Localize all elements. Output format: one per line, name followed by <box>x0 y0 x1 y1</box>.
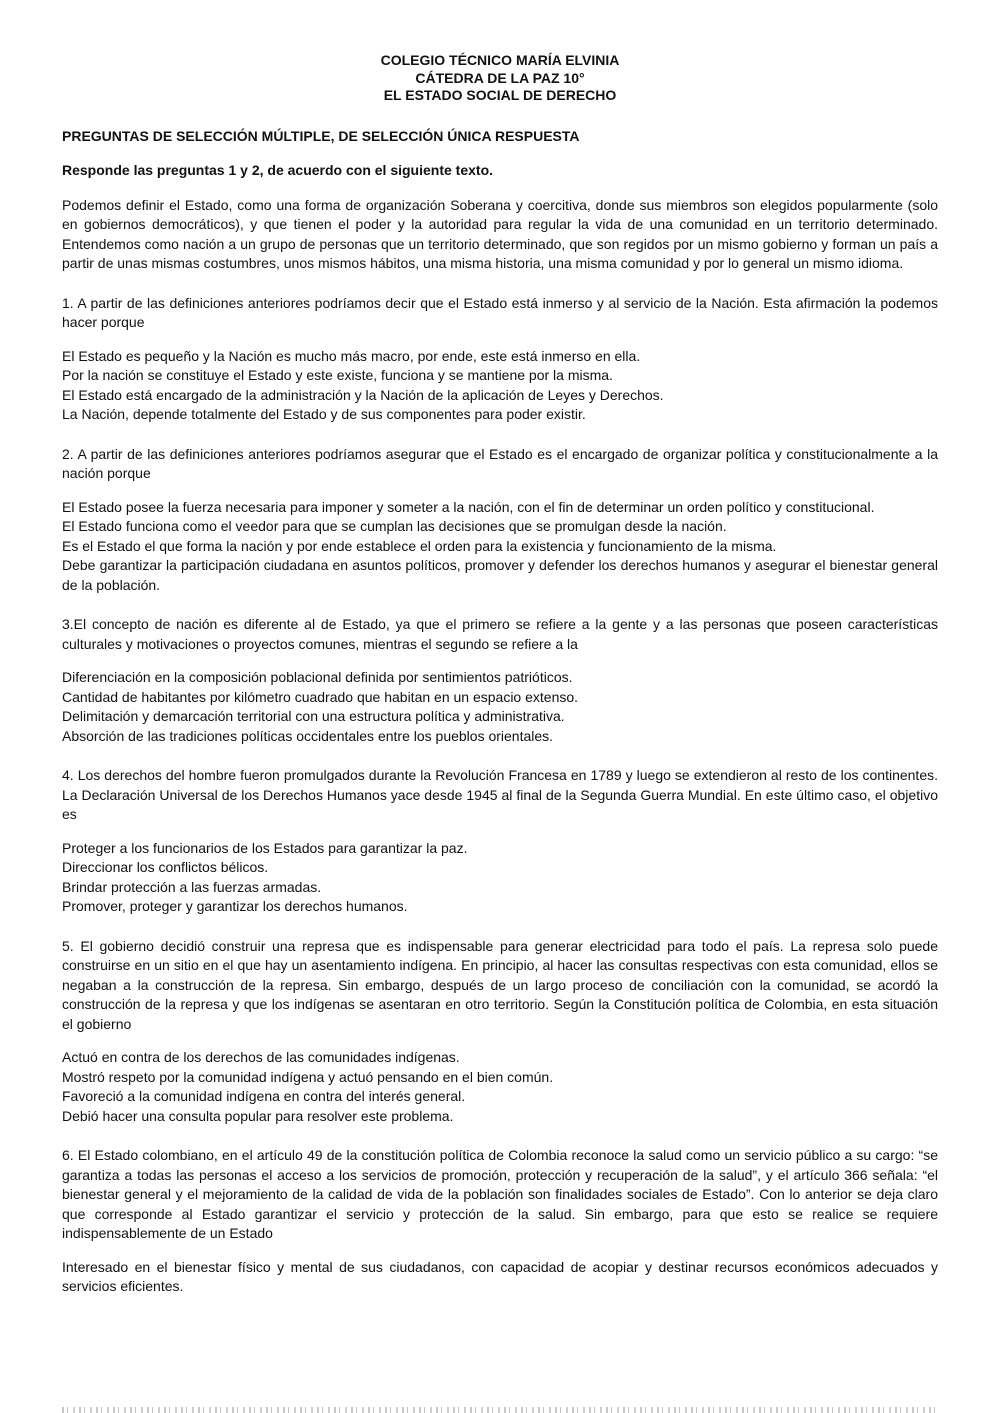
document-title: EL ESTADO SOCIAL DE DERECHO <box>383 87 617 103</box>
question-3-option-d: Absorción de las tradiciones políticas occidentales entre los pueblos orientales. <box>62 727 554 744</box>
document-header <box>62 52 938 105</box>
question-1-option-c: El Estado está encargado de la administración y la Nación de la aplicación de Leyes y Derechos. <box>62 386 664 403</box>
question-4 <box>62 766 938 917</box>
question-3 <box>62 615 938 746</box>
question-5-option-a: Actuó en contra de los derechos de las comunidades indígenas. <box>62 1049 460 1065</box>
question-4-option-c: Brindar protección a las fuerzas armadas. <box>62 878 322 895</box>
question-6-stem: 6. El Estado colombiano, en el artículo 49 de la constitución política de Colombia reconoce la salud como un servicio público a su cargo: “se garantiza a todas las personas el acceso a los servicios de promoción, protección y recuperación de la salud”, y el artículo 366 señala: “el bienestar general y el mejoramiento de la calidad de vida de la población son finalidades sociales de Estado”. Con lo anterior se deja claro que corresponde al Estado garantizar el servicio y protección de la salud. Sin embargo, para que esto se realice se requiere indispensablemente de un Estado <box>62 1147 938 1241</box>
instruction-text: Responde las preguntas 1 y 2, de acuerdo con el siguiente texto. <box>62 162 494 178</box>
clipped-bottom-text-line <box>62 1407 938 1413</box>
question-2 <box>62 445 938 596</box>
intro-paragraph: Podemos definir el Estado, como una forma de organización Soberana y coercitiva, donde sus miembros son elegidos popularmente (solo en gobiernos democráticos), y que tienen el poder y la autoridad para regular la vida de una comunidad en un territorio determinado. Entendemos como nación a un grupo de personas que un territorio determinado, que son regidos por un mismo gobierno y forman un país a partir de unas mismas costumbres, unos mismos hábitos, una misma historia, una misma comunidad y por lo general un mismo idioma. <box>62 196 938 271</box>
question-1-options <box>62 347 938 425</box>
question-4-stem: 4. Los derechos del hombre fueron promulgados durante la Revolución Francesa en 1789 y luego se extendieron al resto de los continentes. La Declaración Universal de los Derechos Humanos yace desde 1945 al final de la Segunda Guerra Mundial. En este último caso, el objetivo es <box>62 767 938 822</box>
question-5-stem: 5. El gobierno decidió construir una represa que es indispensable para generar electricidad para todo el país. La represa solo puede construirse en un sitio en el que hay un asentamiento indígena. En principio, al hacer las consultas respectivas con esta comunidad, ellos se negaban a la construcción de la represa. Sin embargo, después de un largo proceso de conciliación con la comunidad, se acordó la construcción de la represa y que los indígenas se asentaran en otro territorio. Según la Constitución política de Colombia, en esta situación el gobierno <box>62 937 938 1032</box>
question-4-option-d: Promover, proteger y garantizar los derechos humanos. <box>62 898 408 914</box>
question-5 <box>62 937 938 1127</box>
question-2-options <box>62 498 938 596</box>
question-5-options <box>62 1048 938 1126</box>
question-1-option-d: La Nación, depende totalmente del Estado y de sus componentes para poder existir. <box>62 406 586 422</box>
question-3-option-c: Delimitación y demarcación territorial con una estructura política y administrativa. <box>62 708 565 724</box>
section-title: PREGUNTAS DE SELECCIÓN MÚLTIPLE, DE SELECCIÓN ÚNICA RESPUESTA <box>62 127 580 144</box>
question-6 <box>62 1146 938 1297</box>
question-5-option-d: Debió hacer una consulta popular para resolver este problema. <box>62 1107 454 1124</box>
question-1 <box>62 294 938 425</box>
question-5-option-b: Mostró respeto por la comunidad indígena y actuó pensando en el bien común. <box>62 1068 554 1085</box>
question-6-option-a: Interesado en el bienestar físico y mental de sus ciudadanos, con capacidad de acopiar y destinar recursos económicos adecuados y servicios eficientes. <box>62 1258 938 1294</box>
school-name: COLEGIO TÉCNICO MARÍA ELVINIA <box>380 52 620 68</box>
course-name: CÁTEDRA DE LA PAZ 10° <box>415 69 585 86</box>
question-2-option-a: El Estado posee la fuerza necesaria para imponer y someter a la nación, con el fin de determinar un orden político y constitucional. <box>62 498 875 515</box>
question-3-option-a: Diferenciación en la composición poblacional definida por sentimientos patrióticos. <box>62 669 573 685</box>
question-2-option-d: Debe garantizar la participación ciudadana en asuntos políticos, promover y defender los derechos humanos y asegurar el bienestar general de la población. <box>62 557 938 593</box>
question-1-option-a: El Estado es pequeño y la Nación es mucho más macro, por ende, este está inmerso en ella. <box>62 347 641 364</box>
question-4-option-a: Proteger a los funcionarios de los Estados para garantizar la paz. <box>62 839 468 856</box>
question-5-option-c: Favoreció a la comunidad indígena en contra del interés general. <box>62 1088 466 1104</box>
question-1-option-b: Por la nación se constituye el Estado y este existe, funciona y se mantiene por la misma. <box>62 367 613 383</box>
question-4-options <box>62 839 938 917</box>
question-6-options <box>62 1258 938 1297</box>
question-2-option-b: El Estado funciona como el veedor para que se cumplan las decisiones que se promulgan desde la nación. <box>62 518 727 534</box>
question-1-stem: 1. A partir de las definiciones anteriores podríamos decir que el Estado está inmerso y al servicio de la Nación. Esta afirmación la podemos hacer porque <box>62 294 938 330</box>
question-3-options <box>62 668 938 746</box>
question-2-option-c: Es el Estado el que forma la nación y por ende establece el orden para la existencia y funcionamiento de la misma. <box>62 537 777 554</box>
question-2-stem: 2. A partir de las definiciones anteriores podríamos asegurar que el Estado es el encargado de organizar política y constitucionalmente a la nación porque <box>62 445 938 481</box>
question-4-option-b: Direccionar los conflictos bélicos. <box>62 859 269 875</box>
question-3-stem: 3.El concepto de nación es diferente al de Estado, ya que el primero se refiere a la gente y a las personas que poseen características culturales y motivaciones o proyectos comunes, mientras el segundo se refiere a la <box>62 616 938 652</box>
question-3-option-b: Cantidad de habitantes por kilómetro cuadrado que habitan en un espacio extenso. <box>62 688 579 705</box>
